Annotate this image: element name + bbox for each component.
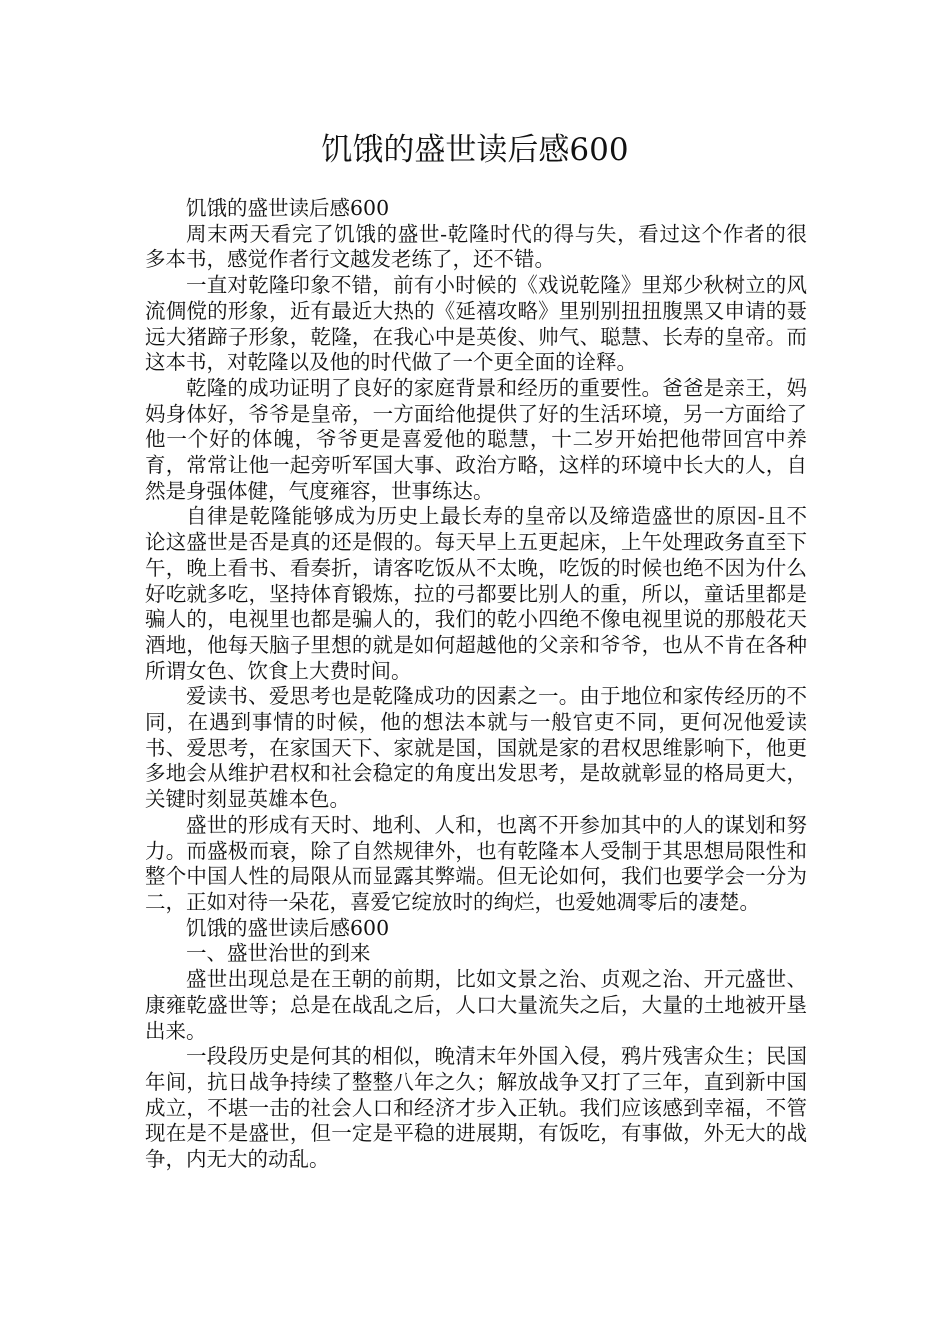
section-heading: 一、盛世治世的到来 [186, 941, 371, 966]
paragraph: 自律是乾隆能够成为历史上最长寿的皇帝以及缔造盛世的原因-且不论这盛世是否是真的还是假的。每天早上五更起床，上午处理政务直至下午，晚上看书、看奏折，请客吃饭从不太晚，吃饭的时候也绝不因为什么好吃就多吃，坚持体育锻炼，拉的弓都要比别人的重，所以，童话里都是骗人的，电视里也都是骗人的，我们的乾小四绝不像电视里说的那般花天酒地，他每天脑子里想的就是如何超越他的父亲和爷爷，也从不肯在各种所谓女色、饮食上大费时间。 [145, 504, 807, 683]
paragraph: 盛世的形成有天时、地利、人和，也离不开参加其中的人的谋划和努力。而盛极而衰，除了自然规律外，也有乾隆本人受制于其思想局限性和整个中国人性的局限从而显露其弊端。但无论如何，我们也要学会一分为二，正如对待一朵花，喜爱它绽放时的绚烂，也爱她凋零后的凄楚。 [145, 812, 807, 914]
paragraph: 一段段历史是何其的相似，晚清末年外国入侵，鸦片残害众生；民国年间，抗日战争持续了整整八年之久；解放战争又打了三年，直到新中国成立，不堪一击的社会人口和经济才步入正轨。我们应该感到幸福，不管现在是不是盛世，但一定是平稳的进展期，有饭吃，有事做，外无大的战争，内无大的动乱。 [145, 1044, 807, 1172]
paragraph: 乾隆的成功证明了良好的家庭背景和经历的重要性。爸爸是亲王，妈妈身体好，爷爷是皇帝，一方面给他提供了好的生活环境，另一方面给了他一个好的体魄，爷爷更是喜爱他的聪慧，十二岁开始把他带回宫中养育，常常让他一起旁听军国大事、政治方略，这样的环境中长大的人，自然是身强体健，气度雍容，世事练达。 [145, 375, 807, 503]
document-title: 饥饿的盛世读后感600 [321, 132, 629, 168]
paragraph-subtitle: 饥饿的盛世读后感600 [186, 196, 390, 220]
document-body [145, 196, 807, 1173]
paragraph-subtitle: 饥饿的盛世读后感600 [186, 915, 390, 940]
paragraph: 一直对乾隆印象不错，前有小时候的《戏说乾隆》里郑少秋树立的风流倜傥的形象，近有最近大热的《延禧攻略》里别别扭扭腹黑又申请的聂远大猪蹄子形象，乾隆，在我心中是英俊、帅气、聪慧、长寿的皇帝。而这本书，对乾隆以及他的时代做了一个更全面的诠释。 [145, 273, 807, 375]
paragraph: 周末两天看完了饥饿的盛世-乾隆时代的得与失，看过这个作者的很多本书，感觉作者行文越发老练了，还不错。 [145, 221, 807, 272]
paragraph: 盛世出现总是在王朝的前期，比如文景之治、贞观之治、开元盛世、康雍乾盛世等；总是在战乱之后，人口大量流失之后，大量的土地被开垦出来。 [145, 967, 807, 1043]
paragraph: 爱读书、爱思考也是乾隆成功的因素之一。由于地位和家传经历的不同，在遇到事情的时候，他的想法本就与一般官吏不同，更何况他爱读书、爱思考，在家国天下、家就是国，国就是家的君权思维影响下，他更多地会从维护君权和社会稳定的角度出发思考，是故就彰显的格局更大，关键时刻显英雄本色。 [145, 684, 807, 812]
